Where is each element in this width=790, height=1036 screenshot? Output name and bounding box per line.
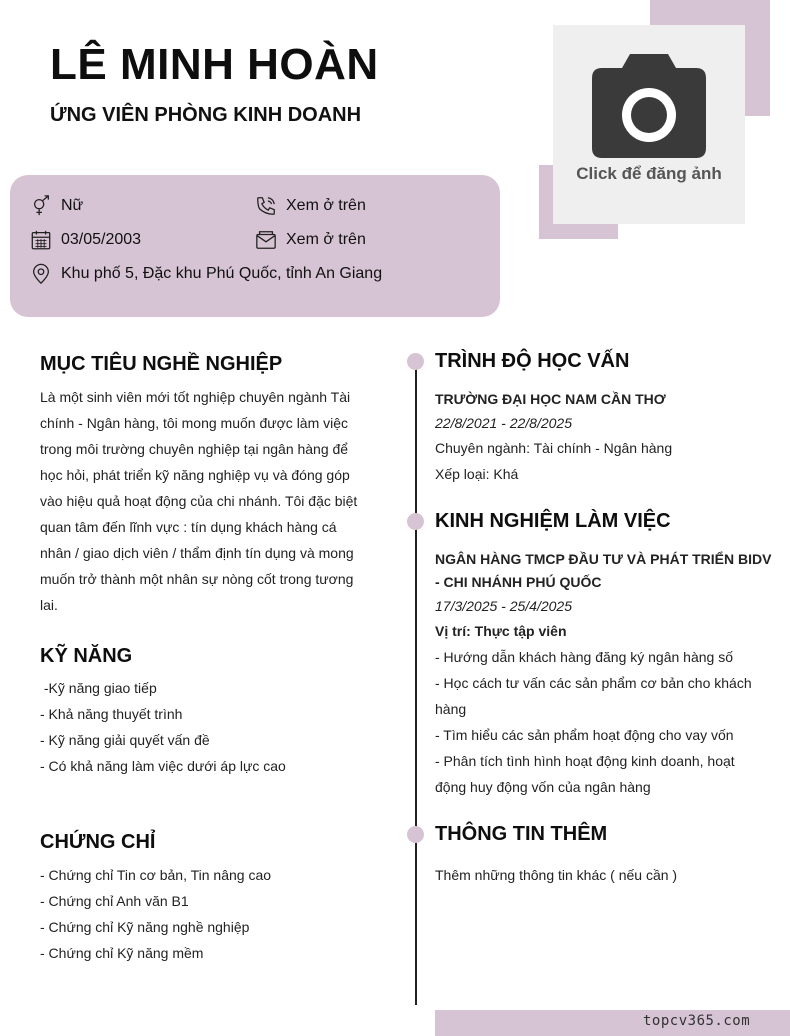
skill-item: - Có khả năng làm việc dưới áp lực cao (40, 758, 286, 774)
location-pin-icon (30, 263, 52, 285)
photo-upload-label[interactable]: Click để đăng ảnh (576, 164, 722, 183)
contact-gender (30, 195, 83, 217)
phone-value: Xem ở trên (286, 197, 366, 214)
experience-line: - Học cách tư vấn các sản phẩm cơ bản cho khách (435, 675, 752, 691)
objective-line: chính - Ngân hàng, tôi mong muốn được làm việc (40, 415, 349, 431)
objective-line: muốn trở thành một nhân sự nòng cốt trong tương (40, 571, 354, 587)
extra-info-text: Thêm những thông tin khác ( nếu cần ) (435, 867, 678, 883)
gender-icon (30, 195, 52, 217)
contact-address (30, 263, 382, 285)
objective-line: học hỏi, phát triển kỹ năng nghiệp vụ và đóng góp (40, 467, 350, 483)
certificates-title: CHỨNG CHỈ (40, 831, 156, 853)
candidate-position: ỨNG VIÊN PHÒNG KINH DOANH (50, 104, 362, 126)
experience-period: 17/3/2025 - 25/4/2025 (435, 598, 573, 614)
education-entry (435, 387, 672, 487)
objective-line: nhân / giao dịch viên / thẩm định tín dụng và mong (40, 545, 354, 561)
skills-list (40, 675, 286, 779)
school-name: TRƯỜNG ĐẠI HỌC NAM CẦN THƠ (435, 391, 666, 407)
objective-line: trong môi trường chuyên nghiệp tại ngân hàng để (40, 441, 349, 457)
certificate-item: - Chứng chỉ Kỹ năng nghề nghiệp (40, 919, 250, 935)
skills-title: KỸ NĂNG (40, 645, 133, 667)
skill-item: - Khả năng thuyết trình (40, 706, 183, 722)
objective-text (40, 384, 356, 618)
contact-phone (255, 195, 366, 217)
contact-email (255, 229, 366, 251)
email-icon (255, 229, 277, 251)
timeline-line (415, 355, 417, 1005)
experience-role: Vị trí: Thực tập viên (435, 623, 567, 639)
extra-info-title: THÔNG TIN THÊM (435, 823, 608, 845)
skill-item: -Kỹ năng giao tiếp (40, 680, 157, 696)
experience-line: động huy động vốn của ngân hàng (435, 779, 651, 795)
contact-info-box (10, 175, 500, 317)
objective-title: MỤC TIÊU NGHỀ NGHIỆP (40, 353, 283, 375)
skill-item: - Kỹ năng giải quyết vấn đề (40, 732, 210, 748)
certificate-item: - Chứng chỉ Anh văn B1 (40, 893, 189, 909)
objective-line: lai. (40, 597, 58, 613)
camera-icon[interactable] (592, 54, 706, 158)
footer-watermark: topcv365.com (643, 1013, 751, 1029)
address-value: Khu phố 5, Đặc khu Phú Quốc, tỉnh An Giang (61, 265, 383, 282)
experience-line: - Hướng dẫn khách hàng đăng ký ngân hàng số (435, 649, 733, 665)
timeline-dot (407, 826, 424, 843)
objective-line: Là một sinh viên mới tốt nghiệp chuyên ngành Tài (40, 389, 351, 405)
experience-line: - Tìm hiểu các sản phẩm hoạt động cho vay vốn (435, 727, 734, 743)
calendar-icon (30, 229, 52, 251)
experience-entry (435, 548, 772, 800)
gender-value: Nữ (61, 197, 84, 214)
education-title: TRÌNH ĐỘ HỌC VẤN (435, 350, 630, 372)
experience-title: KINH NGHIỆM LÀM VIỆC (435, 510, 671, 532)
timeline-dot (407, 353, 424, 370)
contact-birthday (30, 229, 141, 251)
phone-icon (255, 195, 277, 217)
candidate-name: LÊ MINH HOÀN (50, 40, 379, 89)
education-grade: Xếp loại: Khá (435, 466, 519, 482)
experience-line: hàng (435, 701, 467, 717)
company-name: NGÂN HÀNG TMCP ĐẦU TƯ VÀ PHÁT TRIỂN BIDV (435, 551, 772, 567)
certificates-list (40, 862, 271, 966)
email-value: Xem ở trên (286, 231, 366, 248)
birthday-value: 03/05/2003 (61, 231, 142, 248)
education-major: Chuyên ngành: Tài chính - Ngân hàng (435, 440, 673, 456)
certificate-item: - Chứng chỉ Tin cơ bản, Tin nâng cao (40, 867, 272, 883)
education-period: 22/8/2021 - 22/8/2025 (435, 415, 573, 431)
company-name-cont: - CHI NHÁNH PHÚ QUỐC (435, 574, 602, 590)
timeline-dot (407, 513, 424, 530)
certificate-item: - Chứng chỉ Kỹ năng mềm (40, 945, 204, 961)
experience-line: - Phân tích tình hình hoạt động kinh doanh, hoạt (435, 753, 735, 769)
objective-line: vào hiệu quả hoạt động của chi nhánh. Tôi đặc biệt (40, 493, 358, 509)
objective-line: quan tâm đến lĩnh vực : tín dụng khách hàng cá (40, 519, 337, 535)
